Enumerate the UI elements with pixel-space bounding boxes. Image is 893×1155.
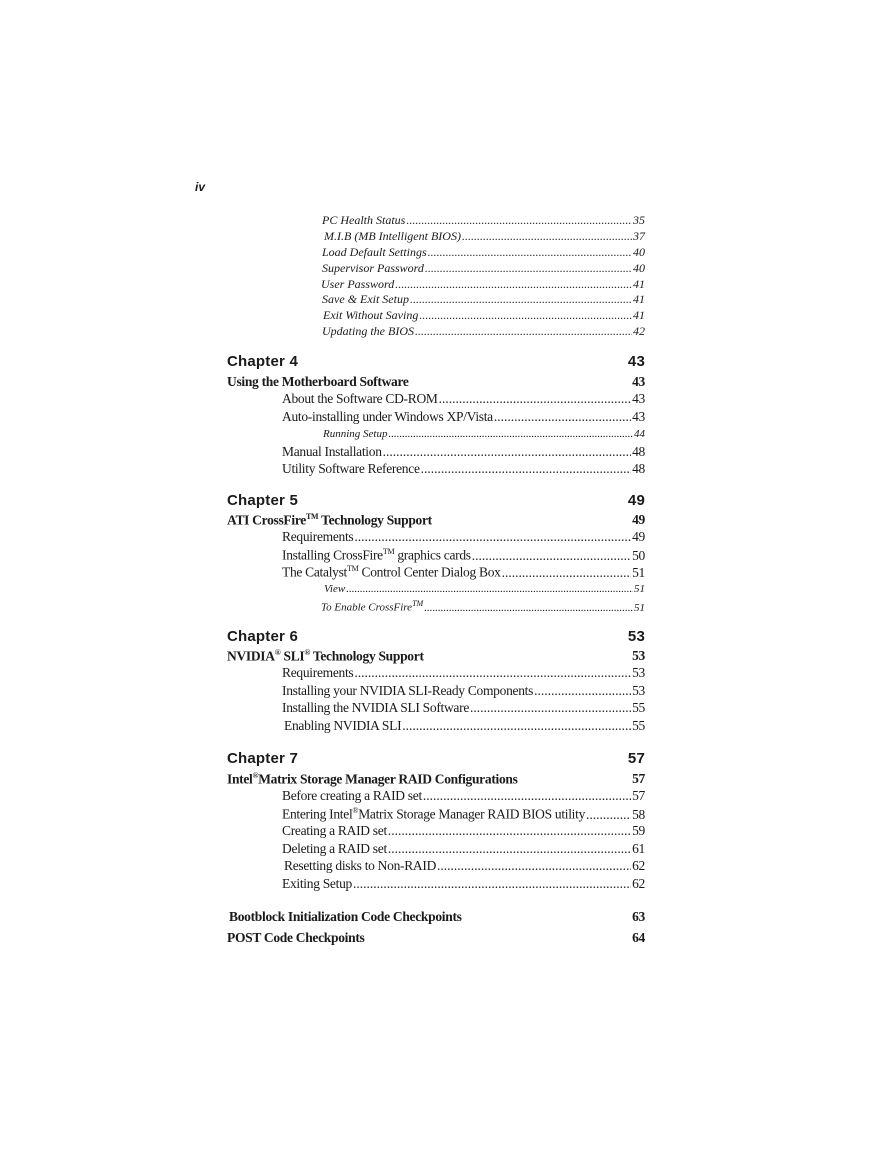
chapter-title-page: 43 [632, 374, 645, 389]
toc-entry-text: Auto-installing under Windows XP/Vista [282, 409, 493, 424]
chapter-title-page: 57 [632, 771, 645, 786]
toc-entry-manual-installation[interactable] [282, 444, 645, 460]
toc-entry-text: Entering Intel®Matrix Storage Manager RAID BIOS utility [282, 806, 586, 822]
toc-entry-load-default[interactable] [322, 245, 645, 260]
toc-entry-text: Resetting disks to Non-RAID [284, 858, 437, 873]
toc-entry-page: 41 [633, 277, 645, 291]
chapter-label: Chapter 5 [227, 492, 298, 509]
toc-entry-page: 62 [632, 876, 645, 891]
toc-entry-page: 37 [633, 229, 645, 243]
appendix-post-code[interactable] [227, 930, 645, 946]
dot-leader [402, 718, 631, 734]
toc-entry-page: 42 [633, 324, 645, 338]
toc-entry-page: 51 [634, 583, 645, 595]
toc-entry-page: 43 [632, 391, 645, 406]
appendix-bootblock[interactable] [229, 909, 645, 925]
toc-entry-page: 43 [632, 409, 645, 424]
toc-entry-text: The Catalyst™ Control Center Dialog Box [282, 564, 501, 580]
dot-leader [419, 308, 632, 323]
dot-leader [346, 583, 633, 595]
toc-entry-user-password[interactable] [321, 277, 645, 292]
chapter-4-heading[interactable] [227, 353, 645, 370]
toc-entry-deleting-raid[interactable] [282, 841, 645, 857]
toc-entry-text: Exit Without Saving [323, 308, 419, 322]
toc-entry-resetting-disks[interactable] [284, 858, 645, 874]
toc-entry-creating-raid[interactable] [282, 823, 645, 839]
toc-entry-text: Installing CrossFire™ graphics cards [282, 547, 471, 563]
toc-entry-text: Creating a RAID set [282, 823, 387, 838]
appendix-page: 63 [632, 909, 645, 924]
dot-leader [534, 683, 631, 699]
chapter-label: Chapter 7 [227, 750, 298, 767]
chapter-title-text: NVIDIA® SLI® Technology Support [227, 648, 424, 664]
toc-entry-page: 55 [632, 718, 645, 733]
toc-entry-page: 61 [632, 841, 645, 856]
chapter-5-title[interactable] [227, 512, 645, 529]
chapter-7-title[interactable] [227, 771, 645, 788]
toc-entry-sli-ready-components[interactable] [282, 683, 645, 699]
chapter-title-page: 53 [632, 648, 645, 663]
dot-leader [437, 858, 631, 874]
dot-leader [406, 213, 632, 228]
toc-entry-page: 40 [633, 261, 645, 275]
toc-entry-page: 35 [633, 213, 645, 227]
toc-entry-auto-installing[interactable] [282, 409, 645, 425]
toc-entry-text: User Password [321, 277, 395, 291]
dot-leader [586, 807, 631, 823]
appendix-page: 64 [632, 930, 645, 945]
toc-entry-text: To Enable CrossFire™ [321, 599, 424, 614]
toc-entry-page: 58 [632, 806, 645, 822]
toc-entry-exit-without-saving[interactable] [323, 308, 645, 323]
toc-entry-mib[interactable] [324, 229, 645, 244]
toc-entry-page: 41 [633, 292, 645, 306]
chapter-page: 43 [627, 353, 645, 370]
toc-entry-utility-reference[interactable] [282, 461, 645, 477]
toc-entry-page: 41 [633, 308, 645, 322]
toc-entry-running-setup[interactable] [323, 428, 645, 440]
toc-entry-save-exit[interactable] [322, 292, 645, 307]
toc-entry-exiting-setup[interactable] [282, 876, 645, 892]
chapter-title-text: Intel®Matrix Storage Manager RAID Configurations [227, 771, 518, 787]
toc-entry-page: 53 [632, 683, 645, 698]
chapter-7-heading[interactable] [227, 750, 645, 767]
page-number: iv [195, 180, 206, 194]
dot-leader [388, 823, 631, 839]
toc-entry-text: Before creating a RAID set [282, 788, 422, 803]
dot-leader [472, 548, 631, 564]
chapter-page: 49 [627, 492, 645, 509]
chapter-title-text: ATI CrossFire™ Technology Support [227, 512, 432, 528]
toc-entry-text: Enabling NVIDIA SLI [284, 718, 402, 733]
toc-entry-page: 57 [632, 788, 645, 803]
toc-entry-requirements[interactable] [282, 529, 645, 545]
toc-entry-page: 44 [634, 428, 645, 440]
toc-entry-page: 59 [632, 823, 645, 838]
toc-entry-text: Requirements [282, 529, 354, 544]
toc-entry-enabling-sli[interactable] [284, 718, 645, 734]
toc-entry-text: Supervisor Password [322, 261, 424, 275]
toc-entry-installing-crossfire[interactable] [282, 547, 645, 564]
toc-entry-page: 48 [632, 444, 645, 459]
chapter-page: 57 [627, 750, 645, 767]
chapter-label: Chapter 4 [227, 353, 298, 370]
dot-leader [421, 461, 631, 477]
dot-leader [410, 292, 632, 307]
toc-entry-requirements-sli[interactable] [282, 665, 645, 681]
toc-entry-page: 48 [632, 461, 645, 476]
chapter-label: Chapter 6 [227, 628, 298, 645]
toc-entry-sli-software[interactable] [282, 700, 645, 716]
dot-leader [494, 409, 631, 425]
chapter-6-heading[interactable] [227, 628, 645, 645]
dot-leader [424, 602, 633, 614]
toc-entry-page: 50 [632, 547, 645, 563]
chapter-page: 53 [627, 628, 645, 645]
dot-leader [353, 876, 631, 892]
toc-entry-view[interactable] [324, 583, 645, 595]
dot-leader [462, 229, 632, 244]
appendix-text: POST Code Checkpoints [227, 930, 365, 945]
toc-entry-page: 49 [632, 529, 645, 544]
dot-leader [354, 529, 631, 545]
toc-entry-text: PC Health Status [322, 213, 406, 227]
appendix-text: Bootblock Initialization Code Checkpoints [229, 909, 462, 924]
dot-leader [354, 665, 631, 681]
toc-entry-text: Requirements [282, 665, 354, 680]
dot-leader [425, 261, 632, 276]
toc-entry-page: 51 [634, 601, 645, 614]
toc-entry-page: 51 [632, 564, 645, 580]
toc-entry-text: Running Setup [323, 428, 388, 440]
toc-entry-pc-health-status[interactable] [322, 213, 645, 228]
dot-leader [423, 788, 631, 804]
dot-leader [439, 391, 631, 407]
toc-entry-text: Installing the NVIDIA SLI Software [282, 700, 470, 715]
toc-entry-text: M.I.B (MB Intelligent BIOS) [324, 229, 461, 243]
dot-leader [470, 700, 631, 716]
toc-entry-catalyst[interactable] [282, 564, 645, 581]
toc-entry-text: Save & Exit Setup [322, 292, 409, 306]
toc-entry-text: Manual Installation [282, 444, 382, 459]
toc-entry-page: 40 [633, 245, 645, 259]
dot-leader [383, 444, 631, 460]
chapter-title-text: Using the Motherboard Software [227, 374, 409, 389]
dot-leader [388, 428, 633, 440]
chapter-6-title[interactable] [227, 648, 645, 665]
chapter-4-title[interactable] [227, 374, 645, 390]
toc-entry-text: View [324, 583, 346, 595]
toc-entry-updating-bios[interactable] [322, 324, 645, 339]
dot-leader [502, 565, 631, 581]
dot-leader [388, 841, 631, 857]
chapter-title-page: 49 [632, 512, 645, 527]
dot-leader [395, 277, 632, 292]
toc-entry-before-raid[interactable] [282, 788, 645, 804]
toc-entry-enable-crossfire[interactable] [321, 599, 645, 614]
toc-entry-text: Deleting a RAID set [282, 841, 387, 856]
dot-leader [415, 324, 632, 339]
toc-entry-text: Updating the BIOS [322, 324, 414, 338]
toc-entry-text: About the Software CD-ROM [282, 391, 438, 406]
toc-entry-text: Installing your NVIDIA SLI-Ready Components [282, 683, 534, 698]
toc-entry-text: Utility Software Reference [282, 461, 420, 476]
toc-entry-page: 62 [632, 858, 645, 873]
toc-entry-page: 55 [632, 700, 645, 715]
toc-entry-text: Exiting Setup [282, 876, 352, 891]
toc-entry-entering-raid-bios[interactable] [282, 806, 645, 823]
chapter-5-heading[interactable] [227, 492, 645, 509]
toc-entry-supervisor-password[interactable] [322, 261, 645, 276]
dot-leader [428, 245, 632, 260]
toc-entry-text: Load Default Settings [322, 245, 427, 259]
toc-entry-page: 53 [632, 665, 645, 680]
toc-entry-software-cd[interactable] [282, 391, 645, 407]
